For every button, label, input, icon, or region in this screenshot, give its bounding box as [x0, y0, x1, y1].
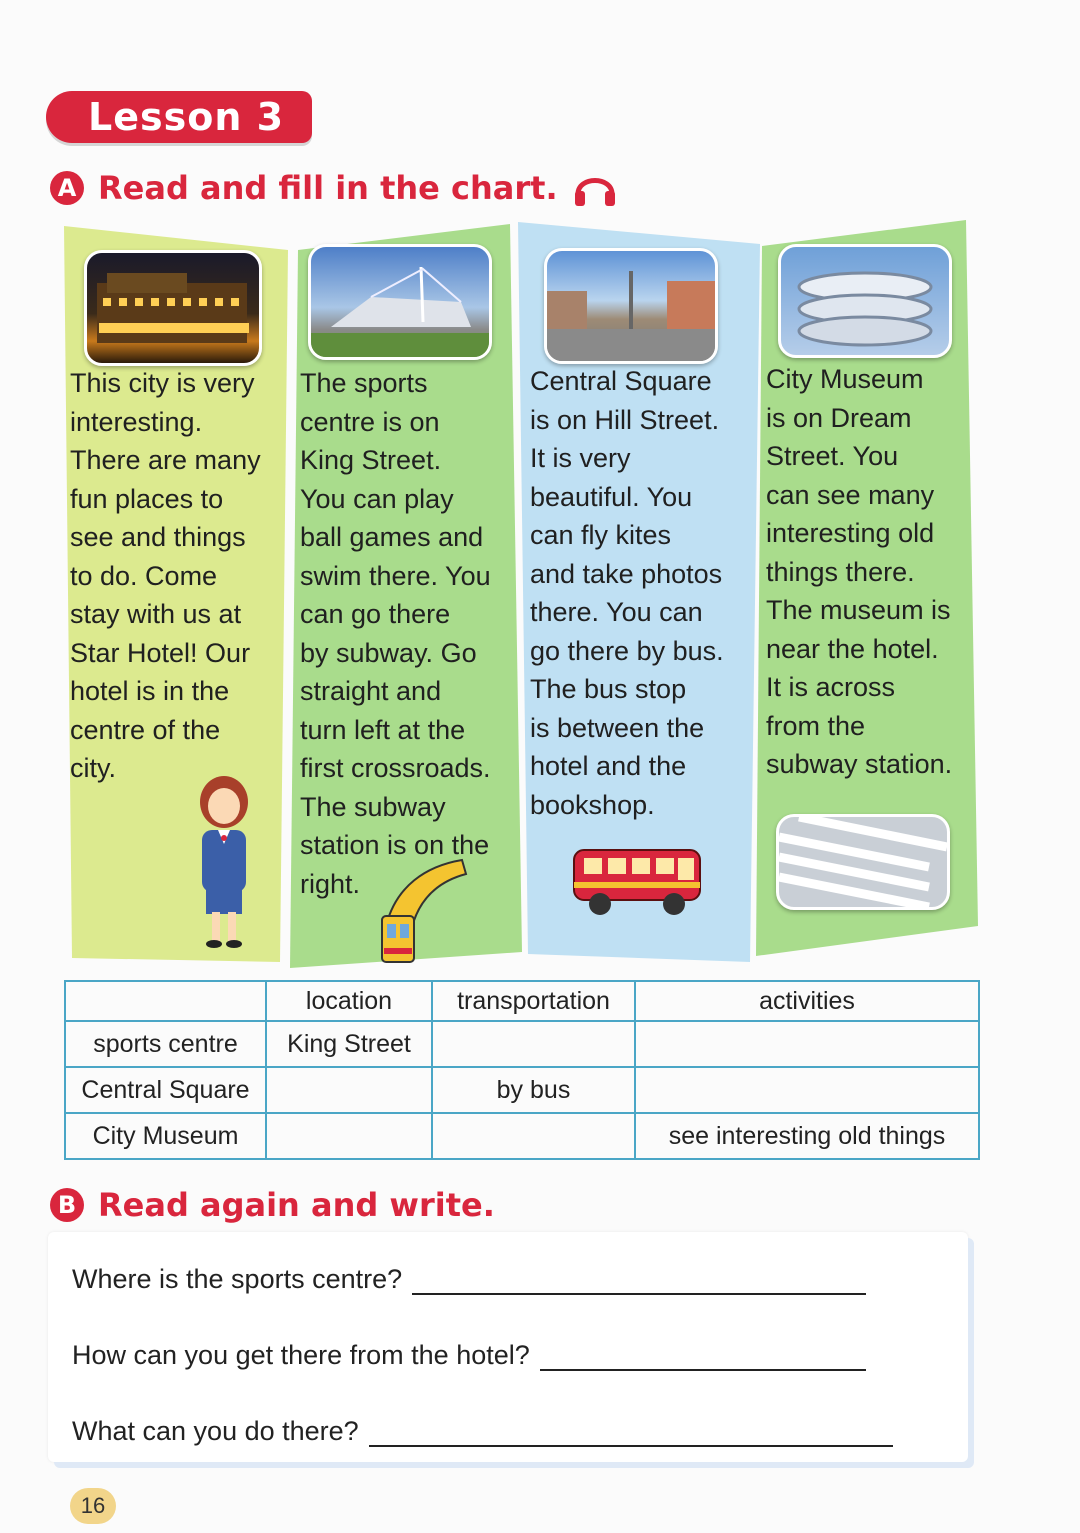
headphones-icon[interactable] [572, 168, 618, 208]
text-line: straight and [300, 676, 442, 706]
panel-hotel-text [70, 364, 290, 788]
answer-1-blank[interactable] [412, 1267, 866, 1295]
bus-illustration [570, 844, 706, 920]
panel-city-museum [752, 218, 982, 960]
panel-central-square-text [530, 362, 766, 824]
table-header: location [266, 981, 432, 1021]
text-line: can fly kites [530, 520, 672, 550]
table-cell[interactable] [635, 1021, 979, 1067]
question-2-text: How can you get there from the hotel? [72, 1340, 530, 1370]
text-line: Street. You [766, 441, 899, 471]
text-line: The subway [300, 791, 446, 822]
text-line: first crossroads. [300, 753, 491, 783]
text-line: The sports [300, 368, 428, 398]
text-line: There are many [70, 445, 261, 475]
text-line: fun places to [70, 483, 224, 514]
panel-sports-centre-text [300, 364, 524, 903]
crosswalk-photo [776, 814, 950, 910]
text-line: can go there [300, 599, 451, 629]
answer-2-blank[interactable] [540, 1343, 866, 1371]
panel-central-square [514, 218, 766, 966]
central-square-photo [544, 248, 718, 364]
fill-in-chart [64, 980, 980, 1160]
text-line: beautiful. You [530, 481, 693, 512]
text-line: bookshop. [530, 789, 655, 820]
table-cell[interactable] [266, 1113, 432, 1159]
text-line: and take photos [530, 558, 723, 589]
text-line: Central Square [530, 366, 712, 396]
text-line: This city is very [70, 368, 255, 398]
text-line: turn left at the [300, 714, 466, 745]
table-header: transportation [432, 981, 635, 1021]
text-line: centre is on [300, 406, 440, 437]
text-line: go there by bus. [530, 635, 724, 666]
section-a-heading [50, 168, 618, 208]
section-b-badge: B [50, 1188, 84, 1222]
hotel-photo [84, 250, 262, 366]
text-line: is on Dream [766, 402, 912, 433]
text-line: swim there. You [300, 560, 491, 591]
table-cell[interactable]: by bus [432, 1067, 635, 1113]
text-line: stay with us at [70, 599, 242, 629]
question-3-text: What can you do there? [72, 1416, 359, 1446]
text-line: You can play [300, 483, 454, 514]
table-row [65, 1113, 979, 1159]
text-line: things there. [766, 556, 915, 587]
section-a-badge: A [50, 171, 84, 205]
panel-city-museum-text [766, 360, 982, 784]
table-cell[interactable] [432, 1113, 635, 1159]
sports-centre-photo [308, 244, 492, 360]
text-line: right. [300, 868, 361, 899]
text-line: It is across [766, 672, 896, 702]
answer-3-blank[interactable] [369, 1419, 893, 1447]
lesson-title: Lesson 3 [88, 95, 285, 139]
text-line: The museum is [766, 595, 951, 625]
text-line: City Museum [766, 364, 924, 394]
table-cell: City Museum [65, 1113, 266, 1159]
lesson-badge [46, 91, 312, 143]
text-line: hotel and the [530, 751, 687, 781]
table-header-row [65, 981, 979, 1021]
text-line: hotel is in the [70, 676, 230, 706]
table-cell[interactable] [635, 1067, 979, 1113]
section-b-title: Read again and write. [98, 1186, 495, 1224]
table-cell[interactable]: see interesting old things [635, 1113, 979, 1159]
question-2 [72, 1340, 866, 1371]
text-line: interesting old [766, 518, 935, 548]
panel-sports-centre [284, 220, 524, 972]
text-line: King Street. [300, 445, 442, 475]
table-row [65, 1021, 979, 1067]
text-line: city. [70, 753, 116, 783]
text-line: The bus stop [530, 674, 687, 704]
text-line: centre of the [70, 714, 221, 745]
table-cell[interactable] [432, 1021, 635, 1067]
section-a-title: Read and fill in the chart. [98, 169, 558, 207]
text-line: ball games and [300, 522, 484, 552]
text-line: near the hotel. [766, 633, 939, 664]
city-museum-photo [778, 244, 952, 358]
table-header: activities [635, 981, 979, 1021]
text-line: station is on the [300, 830, 490, 860]
question-1-text: Where is the sports centre? [72, 1264, 403, 1294]
text-line: by subway. Go [300, 637, 477, 668]
table-cell[interactable]: King Street [266, 1021, 432, 1067]
writing-box [48, 1232, 968, 1462]
text-line: Star Hotel! Our [70, 637, 251, 668]
text-line: is between the [530, 712, 705, 743]
panel-hotel [58, 222, 294, 966]
table-row [65, 1067, 979, 1113]
text-line: see and things [70, 522, 246, 552]
table-header [65, 981, 266, 1021]
text-line: is on Hill Street. [530, 404, 720, 435]
text-line: from the [766, 710, 866, 741]
text-line: there. You can [530, 597, 703, 627]
question-1 [72, 1264, 866, 1295]
question-3 [72, 1416, 893, 1447]
table-cell: sports centre [65, 1021, 266, 1067]
section-b-heading [50, 1186, 495, 1224]
table-cell: Central Square [65, 1067, 266, 1113]
receptionist-illustration [184, 772, 264, 948]
text-line: interesting. [70, 406, 203, 437]
page-number: 16 [70, 1488, 116, 1524]
text-line: It is very [530, 443, 631, 473]
subway-train-illustration [376, 856, 468, 968]
text-line: can see many [766, 479, 935, 510]
table-cell[interactable] [266, 1067, 432, 1113]
text-line: to do. Come [70, 560, 218, 591]
text-line: subway station. [766, 749, 953, 779]
